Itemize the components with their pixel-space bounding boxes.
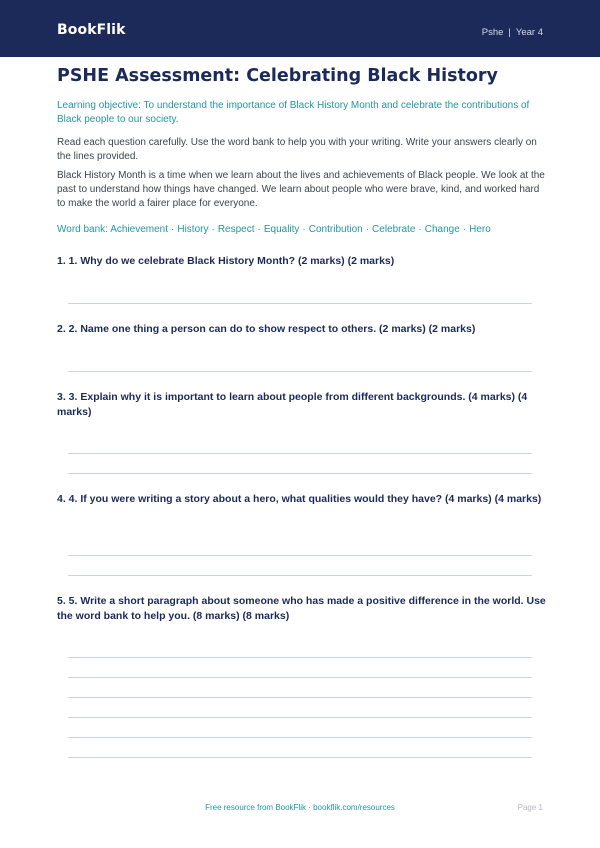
word-bank-word: Achievement: [110, 224, 168, 235]
answer-line[interactable]: [68, 697, 532, 698]
answer-line[interactable]: [68, 737, 532, 738]
word-bank-word: Change: [424, 224, 460, 235]
year-label: Year 4: [515, 27, 543, 38]
word-separator: ·: [418, 224, 422, 235]
answer-line[interactable]: [68, 657, 532, 658]
question-3: 3. 3. Explain why it is important to learn about people from different backgrounds. (4 marks) (4 marks): [57, 391, 528, 418]
answer-line[interactable]: [68, 303, 532, 304]
word-separator: ·: [211, 224, 215, 235]
subject-label: Pshe: [481, 27, 504, 38]
word-bank-word: Respect: [217, 224, 255, 235]
page-header: [0, 0, 600, 57]
word-separator: ·: [257, 224, 261, 235]
word-separator: ·: [462, 224, 467, 235]
answer-line[interactable]: [68, 575, 532, 576]
answer-line[interactable]: [68, 371, 532, 372]
brand-logo[interactable]: BookFlik: [57, 22, 126, 38]
question-4: 4. 4. If you were writing a story about a hero, what qualities would they have? (4 marks) (4 marks): [57, 493, 542, 505]
answer-line[interactable]: [68, 555, 532, 556]
word-separator: ·: [365, 224, 370, 235]
answer-line[interactable]: [68, 757, 532, 758]
word-separator: ·: [302, 224, 306, 235]
footer-text[interactable]: Free resource from BookFlik · bookflik.com/resources: [205, 803, 395, 812]
page-number: Page 1: [517, 803, 543, 812]
word-bank-words: [110, 224, 491, 235]
word-bank-label: Word bank:: [57, 224, 108, 235]
page-title: PSHE Assessment: Celebrating Black History: [57, 66, 498, 86]
question-2: 2. 2. Name one thing a person can do to show respect to others. (2 marks) (2 marks): [57, 323, 476, 335]
question-5: 5. 5. Write a short paragraph about someone who has made a positive difference in the world. Use the word bank to help you. (8 marks) (8 marks): [57, 595, 546, 622]
word-bank-word: History: [177, 224, 209, 235]
word-bank: [57, 223, 547, 237]
learning-objective: Learning objective: To understand the importance of Black History Month and celebrate the contributions of Black people to our society.: [57, 100, 530, 125]
instructions: Read each question carefully. Use the word bank to help you with your writing. Write your answers clearly on the lines provided.: [57, 137, 537, 162]
meta-separator: |: [508, 27, 511, 38]
question-1: 1. 1. Why do we celebrate Black History Month? (2 marks) (2 marks): [57, 255, 395, 267]
word-separator: ·: [171, 224, 175, 235]
word-bank-word: Celebrate: [372, 224, 416, 235]
answer-line[interactable]: [68, 453, 532, 454]
word-bank-word: Contribution: [308, 224, 363, 235]
answer-line[interactable]: [68, 717, 532, 718]
answer-line[interactable]: [68, 677, 532, 678]
header-meta: [482, 27, 543, 38]
word-bank-word: Equality: [263, 224, 300, 235]
answer-line[interactable]: [68, 473, 532, 474]
word-bank-word: Hero: [469, 224, 491, 235]
intro-paragraph: Black History Month is a time when we learn about the lives and achievements of Black people. We look at the past to understand how things have changed. We learn about people who were brave, kind, and worked hard to make the world a fairer place for everyone.: [57, 170, 545, 209]
